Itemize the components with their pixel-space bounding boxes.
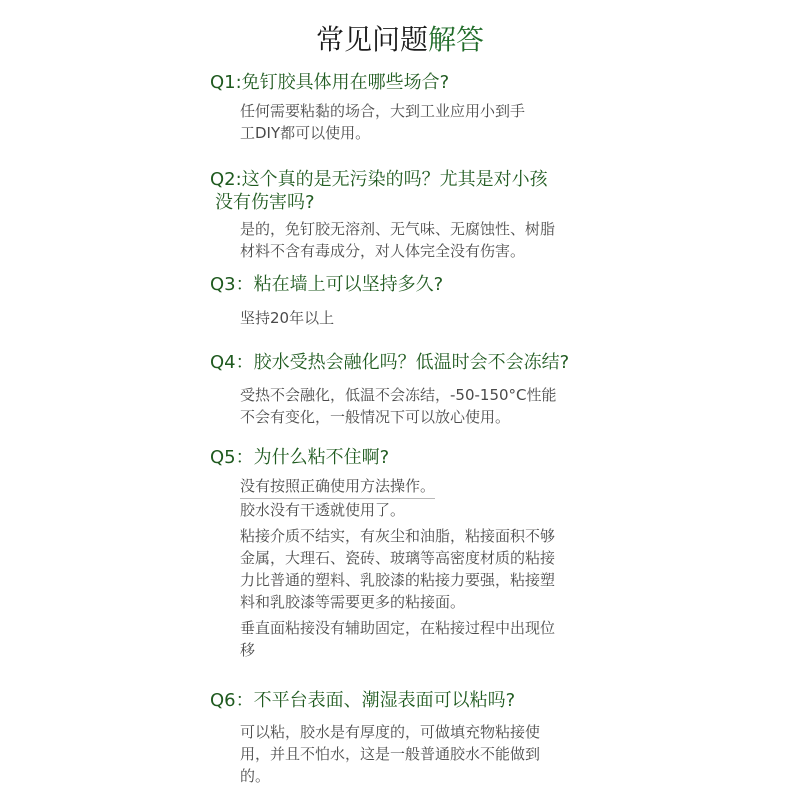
answer-reason-4-line: 垂直面粘接没有辅助固定，在粘接过程中出现位 — [240, 619, 556, 637]
answer-line: 是的，免钉胶无溶剂、无气味、无腐蚀性、树脂 — [240, 220, 556, 238]
question-line: Q4：胶水受热会融化吗？低温时会不会冻结? — [210, 352, 570, 373]
question-line: Q5：为什么粘不住啊? — [210, 447, 390, 468]
question-line: Q3：粘在墙上可以坚持多久? — [210, 274, 444, 295]
answer-line: 材料不含有毒成分，对人体完全没有伤害。 — [240, 242, 526, 260]
answer-line: 工DIY都可以使用。 — [240, 124, 371, 142]
answer-reason-3-line: 力比普通的塑料、乳胶漆的粘接力要强，粘接塑 — [240, 571, 556, 589]
answer-line: 坚持20年以上 — [240, 309, 335, 327]
faq-answer-3 — [240, 307, 600, 329]
question-line: Q2:这个真的是无污染的吗？尤其是对小孩 — [210, 169, 548, 190]
question-line: Q6：不平台表面、潮湿表面可以粘吗? — [210, 690, 516, 711]
faq-answer-1 — [240, 100, 600, 144]
answer-line: 可以粘，胶水是有厚度的，可做填充物粘接使 — [240, 723, 541, 741]
faq-question-1 — [210, 71, 600, 94]
faq-answer-5 — [240, 475, 600, 661]
page-title-accent: 解答 — [428, 23, 485, 56]
answer-line: 受热不会融化，低温不会冻结，-50-150°C性能 — [240, 386, 557, 404]
faq-question-5 — [210, 446, 600, 469]
faq-question-4 — [210, 351, 600, 374]
faq-answer-2 — [240, 218, 600, 262]
answer-reason-3-line: 粘接介质不结实，有灰尘和油脂，粘接面积不够 — [240, 527, 556, 545]
answer-reason-2: 胶水没有干透就使用了。 — [240, 501, 406, 519]
answer-line: 的。 — [240, 767, 271, 785]
page-title-main: 常见问题 — [315, 23, 428, 56]
answer-reason-3-line: 料和乳胶漆等需要更多的粘接面。 — [240, 593, 466, 611]
question-line: Q1:免钉胶具体用在哪些场合? — [210, 72, 450, 93]
answer-line: 不会有变化，一般情况下可以放心使用。 — [240, 408, 511, 426]
faq-answer-6 — [240, 721, 600, 787]
faq-answer-4 — [240, 384, 600, 428]
answer-line: 任何需要粘黏的场合，大到工业应用小到手 — [240, 102, 526, 120]
answer-line: 用，并且不怕水，这是一般普通胶水不能做到 — [240, 745, 541, 763]
faq-question-2 — [210, 168, 600, 214]
page-title — [0, 20, 800, 60]
answer-reason-1: 没有按照正确使用方法操作。 — [240, 475, 600, 499]
faq-question-6 — [210, 689, 600, 712]
faq-question-3 — [210, 273, 600, 296]
question-line: 没有伤害吗? — [215, 192, 315, 213]
answer-reason-3-line: 金属，大理石、瓷砖、玻璃等高密度材质的粘接 — [240, 549, 556, 567]
answer-reason-4-line: 移 — [240, 641, 256, 659]
